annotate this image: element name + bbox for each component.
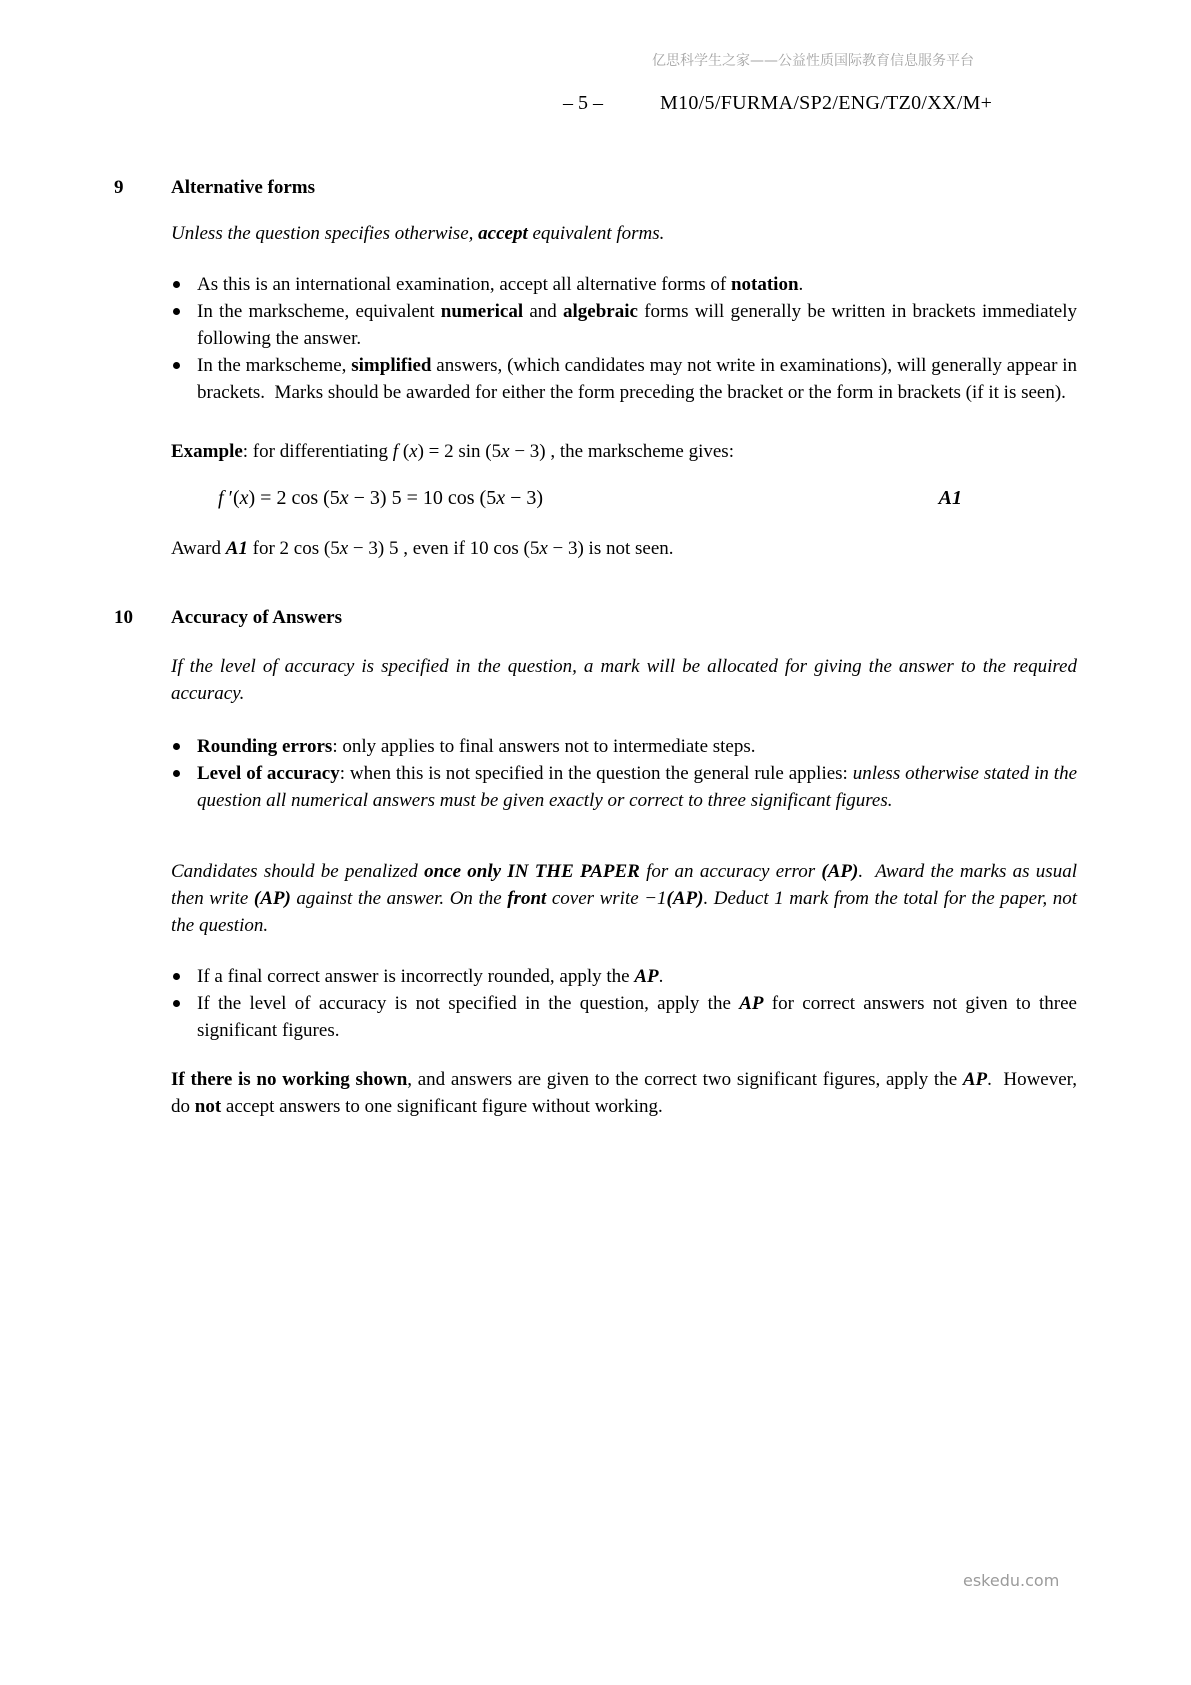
section-10-intro xyxy=(114,653,1077,707)
header-watermark-text: 亿思科学生之家——公益性质国际教育信息服务平台 xyxy=(652,53,974,69)
section-10-heading xyxy=(114,604,1077,631)
example-paragraph: Example: for differentiating f (x) = 2 sin (5x − 3) , the markscheme gives: xyxy=(171,441,734,462)
penalty-paragraph: Candidates should be penalized once only IN THE PAPER for an accuracy error (AP). Award the marks as usual then write (AP) against the answer. On the front cover write −1(AP). Deduct 1 mark from the total for the paper, not the question. xyxy=(171,861,1077,936)
section-9-bullet-list xyxy=(114,271,1077,406)
bullet-item: If a final correct answer is incorrectly rounded, apply the AP. xyxy=(169,963,1077,990)
section-10-bullet-list-1 xyxy=(114,733,1077,814)
penalty-note xyxy=(114,858,1077,939)
document-code: M10/5/FURMA/SP2/ENG/TZ0/XX/M+ xyxy=(660,92,993,114)
page-number: – 5 – xyxy=(563,92,603,114)
derivative-formula: f ′(x) = 2 cos (5x − 3) 5 = 10 cos (5x − 3) xyxy=(218,487,544,509)
bullet-list xyxy=(169,963,1077,1044)
example-formula-row xyxy=(114,485,1077,512)
bullet-item: If the level of accuracy is not specified in the question, apply the AP for correct answers not given to three significant figures. xyxy=(169,990,1077,1044)
section-9-intro xyxy=(114,220,1077,247)
section-9-heading xyxy=(114,174,1077,201)
intro-paragraph: If the level of accuracy is specified in the question, a mark will be allocated for giving the answer to the required accuracy. xyxy=(171,656,1077,704)
section-10-title: Accuracy of Answers xyxy=(171,607,342,628)
no-working-note xyxy=(114,1066,1077,1120)
bullet-item: In the markscheme, simplified answers, (which candidates may not write in examinations), will generally appear in brackets. Marks should be awarded for either the form preceding the bracket or the form in brackets (if it is seen). xyxy=(169,352,1077,406)
bullet-list xyxy=(169,271,1077,406)
section-9-number: 9 xyxy=(114,177,124,198)
mark-a1: A1 xyxy=(938,487,962,509)
bullet-item: In the markscheme, equivalent numerical and algebraic forms will generally be written in brackets immediately following the answer. xyxy=(169,298,1077,352)
section-9-title: Alternative forms xyxy=(171,177,316,198)
bullet-item: Rounding errors: only applies to final answers not to intermediate steps. xyxy=(169,733,1077,760)
bullet-item: Level of accuracy: when this is not specified in the question the general rule applies: unless otherwise stated in the question all numerical answers must be given exactly or correct to three significant figures. xyxy=(169,760,1077,814)
section-10-number: 10 xyxy=(114,607,133,628)
section-10-bullet-list-2 xyxy=(114,963,1077,1044)
footer-watermark-text: eskedu.com xyxy=(963,1571,1060,1590)
example-line xyxy=(114,438,1077,465)
bullet-item: As this is an international examination, accept all alternative forms of notation. xyxy=(169,271,1077,298)
intro-paragraph: Unless the question specifies otherwise, accept equivalent forms. xyxy=(171,223,665,244)
bullet-list xyxy=(169,733,1077,814)
closing-paragraph: If there is no working shown, and answers are given to the correct two significant figures, apply the AP. However, do not accept answers to one significant figure without working. xyxy=(171,1069,1077,1117)
award-paragraph: Award A1 for 2 cos (5x − 3) 5 , even if 10 cos (5x − 3) is not seen. xyxy=(171,538,674,559)
award-note xyxy=(114,535,1077,562)
